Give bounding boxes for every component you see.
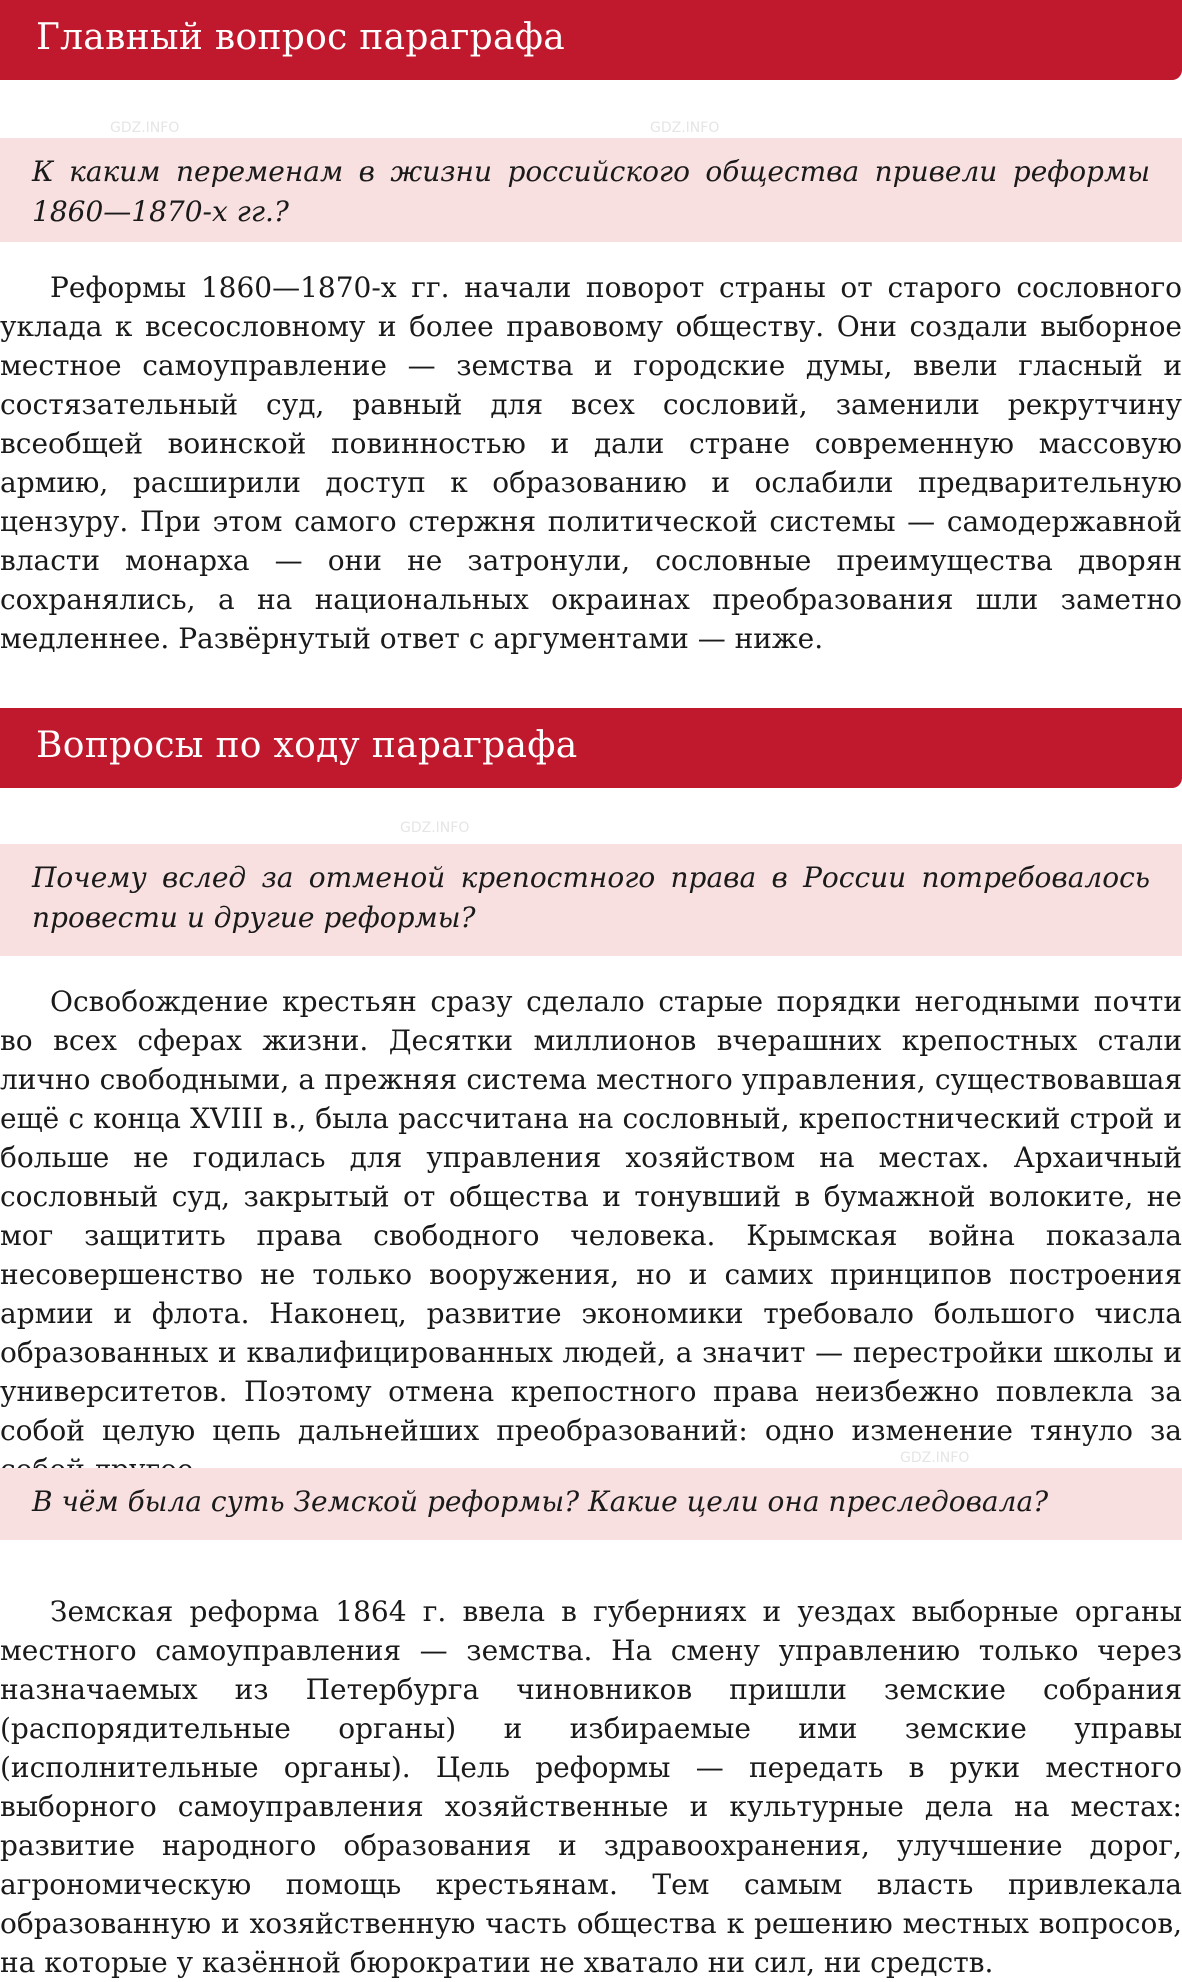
question-box-1 — [0, 844, 1182, 956]
question-text-1: Почему вслед за отменой крепостного права в России потребовалось провести и другие реформы? — [32, 861, 1150, 934]
main-question-box — [0, 138, 1182, 242]
question-box-2 — [0, 1468, 1182, 1540]
section-header-questions: Вопросы по ходу параграфа — [0, 708, 1182, 788]
section-header-main-question: Главный вопрос параграфа — [0, 0, 1182, 80]
watermark: GDZ.INFO — [110, 120, 180, 136]
watermark: GDZ.INFO — [400, 820, 470, 836]
answer-text-2: Земская реформа 1864 г. ввела в губерниях и уездах выборные органы местного самоуправления — земства. На смену управлению только через назначаемых из Петербурга чиновников пришли земские собрания (распорядительные органы) и избираемые ими земские управы (исполнительные органы). Цель реформы — передать в руки местного выборного самоуправления хозяйственные и культурные дела на местах: развитие народного образования и здравоохранения, улучшение дорог, агрономическую помощь крестьянам. Тем самым власть привлекала образованную и хозяйственную часть общества к решению местных вопросов, на которые у казённой бюрократии не хватало ни сил, ни средств. — [0, 1595, 1182, 1979]
watermark: GDZ.INFO — [900, 1450, 970, 1466]
question-text-2: В чём была суть Земской реформы? Какие цели она преследовала? — [32, 1485, 1049, 1518]
watermark: GDZ.INFO — [650, 120, 720, 136]
main-question-text: К каким переменам в жизни российского общества привели реформы 1860—1870-х гг.? — [32, 155, 1150, 228]
answer-text-1: Освобождение крестьян сразу сделало старые порядки негодными почти во всех сферах жизни. Десятки миллионов вчерашних крепостных стали лично свободными, а прежняя система местного управления, существовавшая ещё с конца XVIII в., была рассчитана на сословный, крепостнический строй и больше не годилась для управления хозяйством на местах. Архаичный сословный суд, закрытый от общества и тонувший в бумажной волоките, не мог защитить права свободного человека. Крымская война показала несовершенство не только вооружения, но и самих принципов построения армии и флота. Наконец, развитие экономики требовало большого числа образованных и квалифицированных людей, а значит — перестройки школы и университетов. Поэтому отмена крепостного права неизбежно повлекла за собой целую цепь дальнейших преобразований: одно изменение тянуло за — [0, 985, 1182, 1447]
main-answer-text: Реформы 1860—1870-х гг. начали поворот страны от старого сословного уклада к всесословному и более правовому обществу. Они создали выборное местное самоуправление — земства и городские думы, ввели гласный и состязательный суд, равный для всех сословий, заменили рекрутчину всеобщей воинской повинностью и дали стране современную массовую армию, расширили доступ к образованию и ослабили предварительную цензуру. При этом самого стержня политической системы — самодержавной власти монарха — они не затронули, сословные преимущества дворян сохранялись, а на национальных окраинах преобразования шли заметно медленнее. Развёрнутый ответ с аргументами — ниже. — [0, 271, 1182, 655]
